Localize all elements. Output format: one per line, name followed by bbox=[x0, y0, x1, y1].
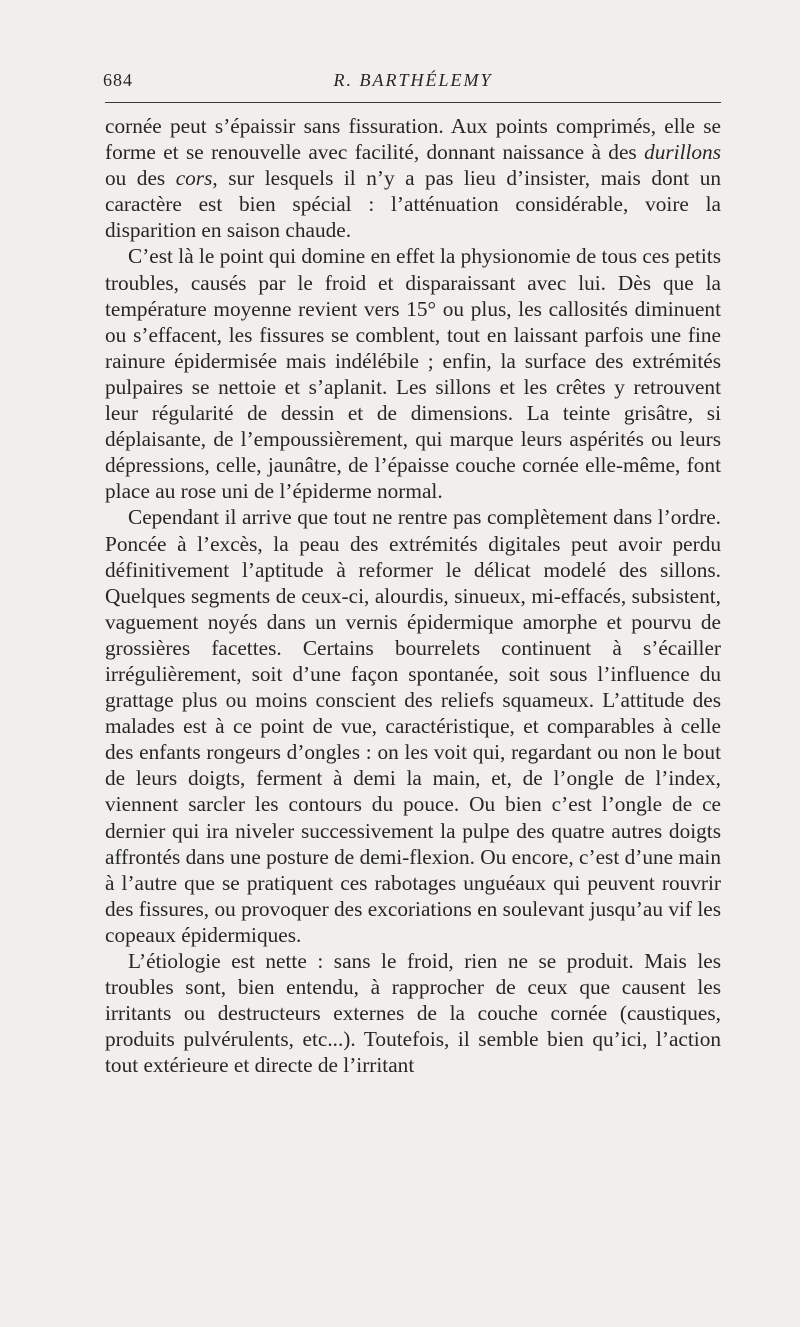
paragraph-3: Cependant il arrive que tout ne rentre pas complètement dans l’ordre. Poncée à l’excès, la peau des extrémités digitales peut avoir perdu définitivement l’aptitude à reformer le délicat modelé des sillons. Quelques segments de ceux-ci, alourdis, sinueux, mi-effacés, subsistent, vaguement noyés dans un vernis épidermique amorphe et pourvu de grossières facettes. Certains bourrelets continuent à s’écailler irrégulièrement, soit d’une façon spontanée, soit sous l’influence du grattage plus ou moins conscient des reliefs squameux. L’attitude des malades est à ce point de vue, caractéristique, et comparables à celle des enfants rongeurs d’ongles : on les voit qui, regardant ou non le bout de leurs doigts, ferment à demi la main, et, de l’ongle de l’index, viennent sarcler les contours du pouce. Ou bien c’est l’ongle de ce dernier qui ira niveler successivement la pulpe des quatre autres doigts affrontés dans une posture de demi-flexion. Ou encore, c’est d’une main à l’autre que se pratiquent ces rabotages unguéaux qui peuvent rouvrir des fissures, ou provoquer des excoriations en soulevant jusqu’au vif les copeaux épidermiques. bbox=[105, 505, 721, 947]
italic-term-cors: cors bbox=[175, 166, 213, 191]
paragraph-2: C’est là le point qui domine en effet la physionomie de tous ces petits troubles, causés par le froid et disparaissant avec lui. Dès que la température moyenne revient vers 15° ou plus, les callosités diminuent ou s’effacent, les fissures se comblent, tout en laissant parfois une fine rainure épidermisée mais indélébile ; enfin, la surface des extrémités pulpaires se nettoie et s’aplanit. Les sillons et les crêtes y retrouvent leur régularité de dessin et de dimensions. La teinte grisâtre, si déplaisante, de l’empoussièrement, qui marque leurs aspérités ou leurs dépressions, celle, jaunâtre, de l’épaisse couche cornée elle-même, font place au rose uni de l’épiderme normal. bbox=[105, 244, 721, 504]
paragraph-1 bbox=[105, 113, 721, 243]
running-head: R. BARTHÉLEMY bbox=[333, 70, 493, 90]
header-rule bbox=[105, 102, 721, 103]
text-run: , sur lesquels il n’y a pas lieu d’insister, mais dont un caractère est bien spécial : l’atténuation considérable, voire la disparition en saison chaude. bbox=[105, 166, 721, 243]
text-run: ou des bbox=[105, 166, 176, 191]
body-text bbox=[105, 113, 721, 1078]
italic-term-durillons: durillons bbox=[644, 140, 721, 165]
text-run: cornée peut s’épaissir sans fissuration. Aux points comprimés, elle se forme et se renouvelle avec facilité, donnant naissance à des bbox=[105, 114, 721, 165]
page-header bbox=[105, 66, 721, 102]
paragraph-4: L’étiologie est nette : sans le froid, rien ne se produit. Mais les troubles sont, bien entendu, à rapprocher de ceux que causent les irritants ou destructeurs externes de la couche cornée (caustiques, produits pulvérulents, etc...). Toutefois, il semble bien qu’ici, l’action tout extérieure et directe de l’irritant bbox=[105, 949, 721, 1078]
page-number: 684 bbox=[103, 70, 133, 90]
book-page bbox=[105, 66, 721, 1078]
